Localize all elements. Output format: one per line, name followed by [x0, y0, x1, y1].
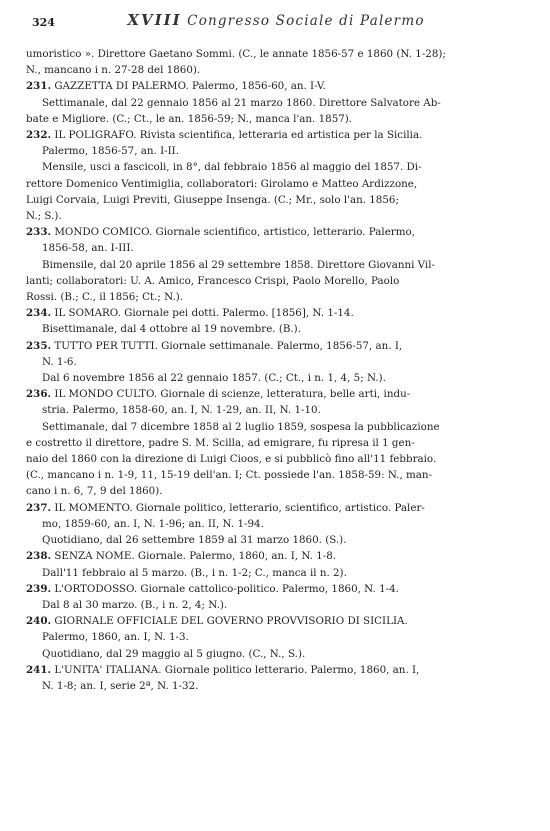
entry-description-line: cano i n. 6, 7, 9 del 1860). — [26, 485, 163, 498]
catalog-entry — [26, 46, 526, 78]
entry-description-line: Dal 8 al 30 marzo. (B., i n. 2, 4; N.). — [42, 598, 228, 611]
entry-description — [26, 370, 526, 386]
catalog-entry — [26, 662, 526, 694]
catalog-entry — [26, 338, 526, 387]
entry-description-line: naio del 1860 con la direzione di Luigi Cioos, e si pubblicò fino all'11 febbraio. — [26, 453, 437, 466]
entry-title: L'UNITA' ITALIANA. Giornale politico letterario. Palermo, 1860, an. I, — [54, 663, 420, 676]
entry-heading-continuation: mo, 1859-60, an. I, N. 1-96; an. II, N. 1-94. — [42, 517, 264, 530]
entry-title: TUTTO PER TUTTI. Giornale settimanale. Palermo, 1856-57, an. I, — [54, 339, 403, 352]
entry-heading-continuation: 1856-58, an. I-III. — [42, 242, 134, 255]
entry-title: IL MONDO CULTO. Giornale di scienze, letteratura, belle arti, indu- — [54, 388, 411, 401]
entry-heading — [26, 78, 526, 94]
entry-description — [26, 321, 526, 337]
entry-description-line: Dall'11 febbraio al 5 marzo. (B., i n. 1-2; C., manca il n. 2). — [42, 566, 347, 579]
entry-description — [26, 159, 526, 224]
running-title — [26, 12, 526, 29]
entry-description-line: Dal 6 novembre 1856 al 22 gennaio 1857. (C.; Ct., i n. 1, 4, 5; N.). — [42, 372, 386, 385]
catalog-entry — [26, 386, 526, 499]
entry-number: 235. — [26, 339, 52, 352]
entry-description-line: Quotidiano, dal 26 settembre 1859 al 31 marzo 1860. (S.). — [42, 534, 347, 547]
entry-title: MONDO COMICO. Giornale scientifico, artistico, letterario. Palermo, — [54, 226, 415, 239]
catalog-entry — [26, 224, 526, 305]
entry-heading — [26, 338, 526, 354]
entry-number: 241. — [26, 663, 52, 676]
page-header — [26, 12, 526, 38]
entry-number: 240. — [26, 615, 52, 628]
entry-title: GIORNALE OFFICIALE DEL GOVERNO PROVVISORIO DI SICILIA. — [54, 615, 408, 628]
entry-heading — [26, 548, 526, 564]
entry-heading-continuation: N. 1-8; an. I, serie 2ª, N. 1-32. — [42, 679, 199, 692]
catalog-entry — [26, 548, 526, 580]
entry-description-line: Settimanale, dal 7 dicembre 1858 al 2 luglio 1859, sospesa la pubblicazione — [42, 420, 440, 433]
entry-description — [26, 597, 526, 613]
catalog-entry — [26, 305, 526, 337]
entry-title: IL SOMARO. Giornale pei dotti. Palermo. [1856], N. 1-14. — [54, 307, 354, 320]
entry-continuation-line: N., mancano i n. 27-28 del 1860). — [26, 64, 201, 77]
entry-number: 232. — [26, 129, 52, 142]
entry-description-line: Settimanale, dal 22 gennaio 1856 al 21 marzo 1860. Direttore Salvatore Ab- — [42, 96, 441, 109]
entry-description — [26, 532, 526, 548]
catalog-entry — [26, 581, 526, 613]
entry-heading-continuation: stria. Palermo, 1858-60, an. I, N. 1-29, an. II, N. 1-10. — [42, 404, 321, 417]
entry-continuation-line: umoristico ». Direttore Gaetano Sommi. (C., le annate 1856-57 e 1860 (N. 1-28); — [26, 48, 446, 60]
entry-description — [26, 646, 526, 662]
entry-description-line: bate e Migliore. (C.; Ct., le an. 1856-59; N., manca l'an. 1857). — [26, 112, 353, 125]
catalog-entry — [26, 613, 526, 662]
entry-description — [26, 565, 526, 581]
running-title-roman: XVIII — [127, 11, 182, 29]
entry-description-line: rettore Domenico Ventimiglia, collaboratori: Girolamo e Matteo Ardizzone, — [26, 177, 418, 190]
page-number: 324 — [32, 16, 55, 29]
entry-description-line: Bisettimanale, dal 4 ottobre al 19 novembre. (B.). — [42, 323, 301, 336]
catalog-entry — [26, 127, 526, 224]
entry-heading — [26, 386, 526, 402]
entry-heading — [26, 500, 526, 516]
entry-number: 234. — [26, 307, 52, 320]
entry-number: 238. — [26, 550, 52, 563]
entry-title: IL MOMENTO. Giornale politico, letterario, scientifico, artistico. Paler- — [54, 501, 425, 514]
entry-heading — [26, 662, 526, 678]
entry-number: 239. — [26, 582, 52, 595]
entry-description-line: (C., mancano i n. 1-9, 11, 15-19 dell'an. I; Ct. possiede l'an. 1858-59: N., man- — [26, 469, 433, 482]
catalog-entry — [26, 78, 526, 127]
entry-description-line: e costretto il direttore, padre S. M. Scilla, ad emigrare, fu ripresa il 1 gen- — [26, 436, 415, 449]
entry-title: GAZZETTA DI PALERMO. Palermo, 1856-60, an. I-V. — [54, 80, 326, 93]
entry-heading — [26, 581, 526, 597]
entry-number: 231. — [26, 80, 52, 93]
entry-description — [26, 95, 526, 127]
entry-description-line: lanti; collaboratori: U. A. Amico, Francesco Crispi, Paolo Morello, Paolo — [26, 274, 400, 287]
catalog-entry — [26, 500, 526, 549]
entry-description-line: Mensile, usci a fascicoli, in 8°, dal febbraio 1856 al maggio del 1857. Di- — [42, 161, 422, 174]
entry-description — [26, 419, 526, 500]
entry-heading-continuation: Palermo, 1856-57, an. I-II. — [42, 145, 180, 158]
entry-description-line: Rossi. (B.; C., il 1856; Ct.; N.). — [26, 291, 184, 304]
entry-number: 233. — [26, 226, 52, 239]
entry-description-line: Luigi Corvaia, Luigi Previti, Giuseppe Insenga. (C.; Mr., solo l'an. 1856; — [26, 193, 399, 206]
entry-description-line: N.; S.). — [26, 210, 62, 223]
running-title-text: Congresso Sociale di Palermo — [187, 13, 425, 29]
entry-description-line: Bimensile, dal 20 aprile 1856 al 29 settembre 1858. Direttore Giovanni Vil- — [42, 258, 435, 271]
entry-heading — [26, 305, 526, 321]
entry-title: SENZA NOME. Giornale. Palermo, 1860, an. I, N. 1-8. — [54, 550, 337, 563]
entry-number: 236. — [26, 388, 52, 401]
entry-title: L'ORTODOSSO. Giornale cattolico-politico. Palermo, 1860, N. 1-4. — [54, 582, 399, 595]
entry-heading-continuation: N. 1-6. — [42, 355, 77, 368]
entry-description-line: Quotidiano, dal 29 maggio al 5 giugno. (C., N., S.). — [42, 647, 306, 660]
entry-title: IL POLIGRAFO. Rivista scientifica, letteraria ed artistica per la Sicilia. — [54, 129, 423, 142]
entry-number: 237. — [26, 501, 52, 514]
catalog-entries — [26, 46, 526, 694]
entry-heading-continuation: Palermo, 1860, an. I, N. 1-3. — [42, 631, 189, 644]
entry-heading — [26, 127, 526, 143]
entry-description — [26, 257, 526, 306]
entry-heading — [26, 613, 526, 629]
entry-heading — [26, 224, 526, 240]
